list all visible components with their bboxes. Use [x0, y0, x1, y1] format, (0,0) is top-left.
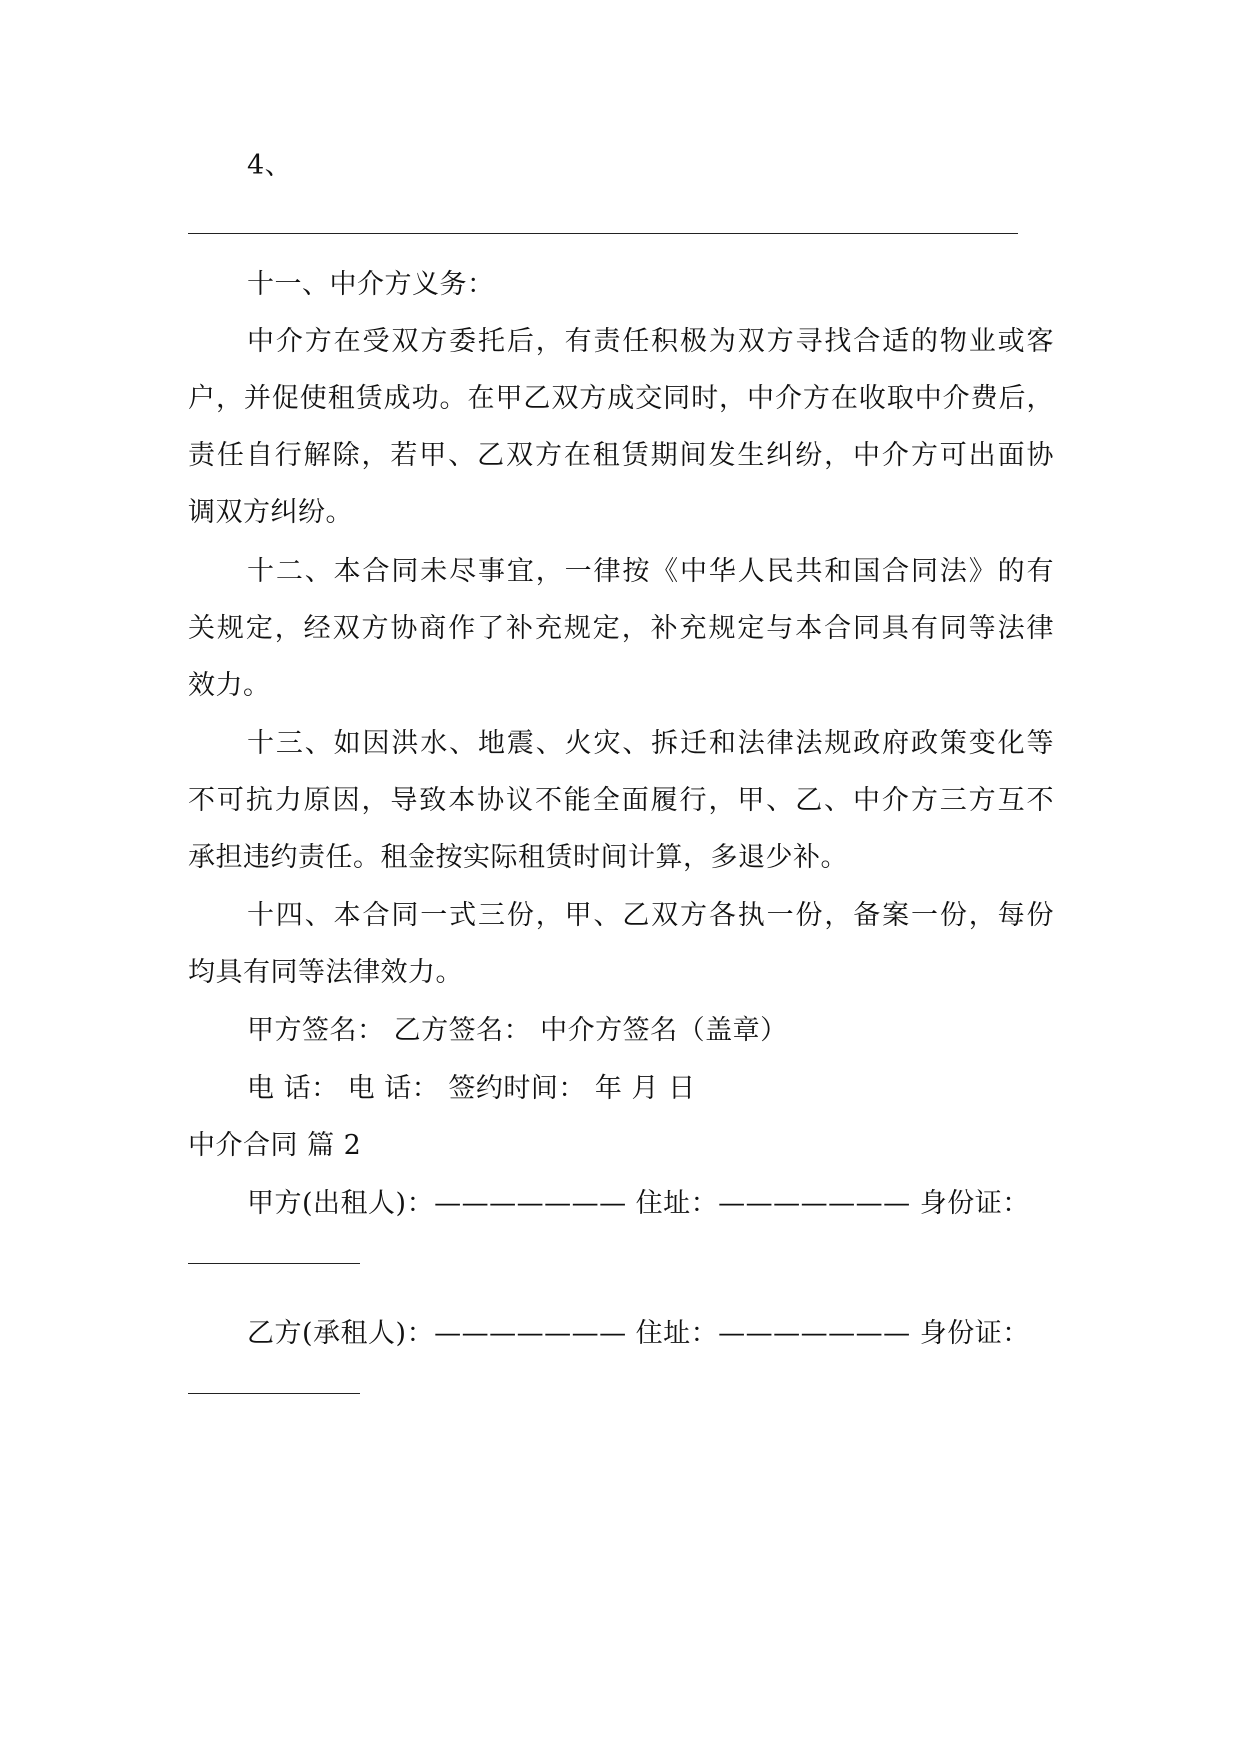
blank-fill-line [188, 233, 1018, 234]
party-a-info-row: 甲方(出租人)：——————— 住址：——————— 身份证： [247, 1188, 1030, 1219]
paragraph-13-line-1: 十三、如因洪水、地震、火灾、拆迁和法律法规政府政策变化等 [247, 728, 1054, 759]
paragraph-12-line-3: 效力。 [188, 670, 271, 701]
paragraph-14-line-1: 十四、本合同一式三份，甲、乙双方各执一份，备案一份，每份 [247, 900, 1054, 931]
paragraph-11-line-3: 责任自行解除，若甲、乙双方在租赁期间发生纠纷，中介方可出面协 [188, 440, 1054, 471]
signature-row: 甲方签名： 乙方签名： 中介方签名（盖章） [247, 1015, 788, 1046]
paragraph-13-line-3: 承担违约责任。租金按实际租赁时间计算，多退少补。 [188, 842, 848, 873]
paragraph-13-line-2: 不可抗力原因，导致本协议不能全面履行，甲、乙、中介方三方互不 [188, 785, 1054, 816]
party-a-id-blank [188, 1263, 360, 1264]
paragraph-11-line-2: 户，并促使租赁成功。在甲乙双方成交同时，中介方在收取中介费后， [188, 383, 1054, 414]
party-b-id-blank [188, 1393, 360, 1394]
item-number-4: 4、 [247, 150, 293, 181]
paragraph-14-line-2: 均具有同等法律效力。 [188, 957, 463, 988]
phone-date-row: 电 话： 电 话： 签约时间： 年 月 日 [247, 1073, 696, 1104]
section-11-heading: 十一、中介方义务： [247, 269, 495, 300]
paragraph-12-line-2: 关规定，经双方协商作了补充规定，补充规定与本合同具有同等法律 [188, 613, 1054, 644]
party-b-info-row: 乙方(承租人)：——————— 住址：——————— 身份证： [247, 1318, 1030, 1349]
section-title-contract-2: 中介合同 篇 2 [188, 1130, 362, 1161]
paragraph-11-line-1: 中介方在受双方委托后，有责任积极为双方寻找合适的物业或客 [247, 326, 1054, 357]
paragraph-11-line-4: 调双方纠纷。 [188, 497, 353, 528]
paragraph-12-line-1: 十二、本合同未尽事宜，一律按《中华人民共和国合同法》的有 [247, 556, 1054, 587]
